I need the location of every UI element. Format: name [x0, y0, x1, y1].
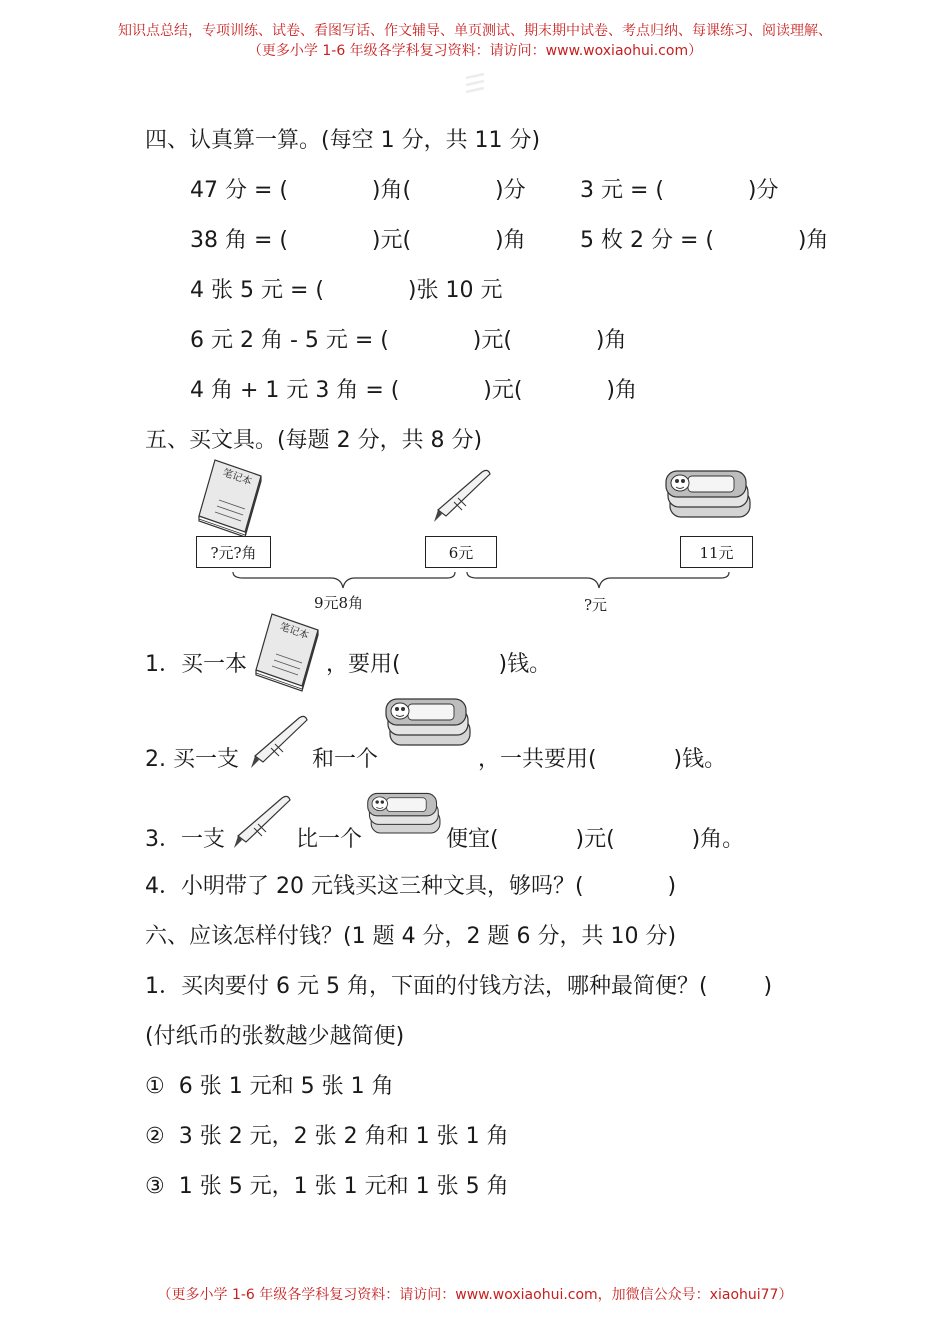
s4-row-5: 4 张 5 元 = ( )张 10 元 [190, 278, 503, 303]
header-line-2: （更多小学 1-6 年级各学科复习资料：请访问：www.woxiaohui.com） [247, 43, 703, 59]
s6-note: (付纸币的张数越少越简便) [145, 1024, 405, 1049]
s5-q2-end: ，一共要用( )钱。 [478, 747, 727, 772]
section4-title: 四、认真算一算。(每空 1 分，共 11 分) [145, 128, 541, 153]
s5-q3-end: 便宜( )元( )角。 [446, 827, 745, 852]
s4-row-1: 47 分 = ( )角( )分 [190, 178, 526, 203]
s5-q3-start: 3．一支 [145, 827, 225, 852]
s4-row-6: 6 元 2 角 - 5 元 = ( )元( )角 [190, 328, 627, 353]
header-line-1: 知识点总结，专项训练、试卷、看图写话、作文辅导、单页测试、期末期中试卷、考点归纳、每课练习、阅读理解、 [118, 23, 832, 39]
brace-label-left: 9元8角 [314, 594, 364, 612]
s4-row-7: 4 角 + 1 元 3 角 = ( )元( )角 [190, 378, 637, 403]
pen-icon [428, 466, 500, 528]
pen-inline-icon-2 [228, 792, 300, 854]
pen-inline-icon [245, 712, 317, 774]
s6-option-1: ① 6 张 1 元和 5 张 1 角 [145, 1074, 394, 1099]
svg-text:笔记本: 笔记本 [278, 621, 311, 642]
brace-label-right: ?元 [584, 596, 608, 614]
s4-row-3: 38 角 = ( )元( )角 [190, 228, 526, 253]
svg-text:笔记本: 笔记本 [221, 467, 254, 488]
notebook-icon [195, 458, 275, 542]
s4-row-2: 3 元 = ( )分 [580, 178, 779, 203]
section5-title: 五、买文具。(每题 2 分，共 8 分) [145, 428, 483, 453]
footer: （更多小学 1-6 年级各学科复习资料：请访问：www.woxiaohui.com，加微信公众号：xiaohui77） [157, 1287, 793, 1303]
section6-title: 六、应该怎样付钱？(1 题 4 分，2 题 6 分，共 10 分) [145, 924, 677, 949]
s5-q1-start: 1．买一本 [145, 652, 247, 677]
pen-price-box: 6元 [425, 536, 497, 568]
s5-q3-mid: 比一个 [296, 827, 363, 852]
pencil-case-inline-icon [384, 695, 476, 755]
s4-row-4: 5 枚 2 分 = ( )角 [580, 228, 829, 253]
pencil-case-price-box: 11元 [680, 536, 753, 568]
s5-q1-end: ，要用( )钱。 [326, 652, 552, 677]
pencil-case-inline-icon-2 [366, 790, 446, 850]
watermark-icon [462, 72, 488, 98]
braces [225, 570, 755, 594]
s5-q2-start: 2. 买一支 [145, 747, 239, 772]
pencil-case-icon [664, 467, 756, 527]
s5-q2-mid: 和一个 [312, 747, 379, 772]
s6-option-2: ② 3 张 2 元，2 张 2 角和 1 张 1 角 [145, 1124, 509, 1149]
notebook-inline-icon [252, 612, 326, 696]
notebook-price-box: ?元?角 [196, 536, 271, 568]
s6-q1: 1．买肉要付 6 元 5 角，下面的付钱方法，哪种最简便？( ) [145, 974, 773, 999]
s6-option-3: ③ 1 张 5 元，1 张 1 元和 1 张 5 角 [145, 1174, 509, 1199]
s5-q4: 4．小明带了 20 元钱买这三种文具，够吗？( ) [145, 874, 677, 899]
